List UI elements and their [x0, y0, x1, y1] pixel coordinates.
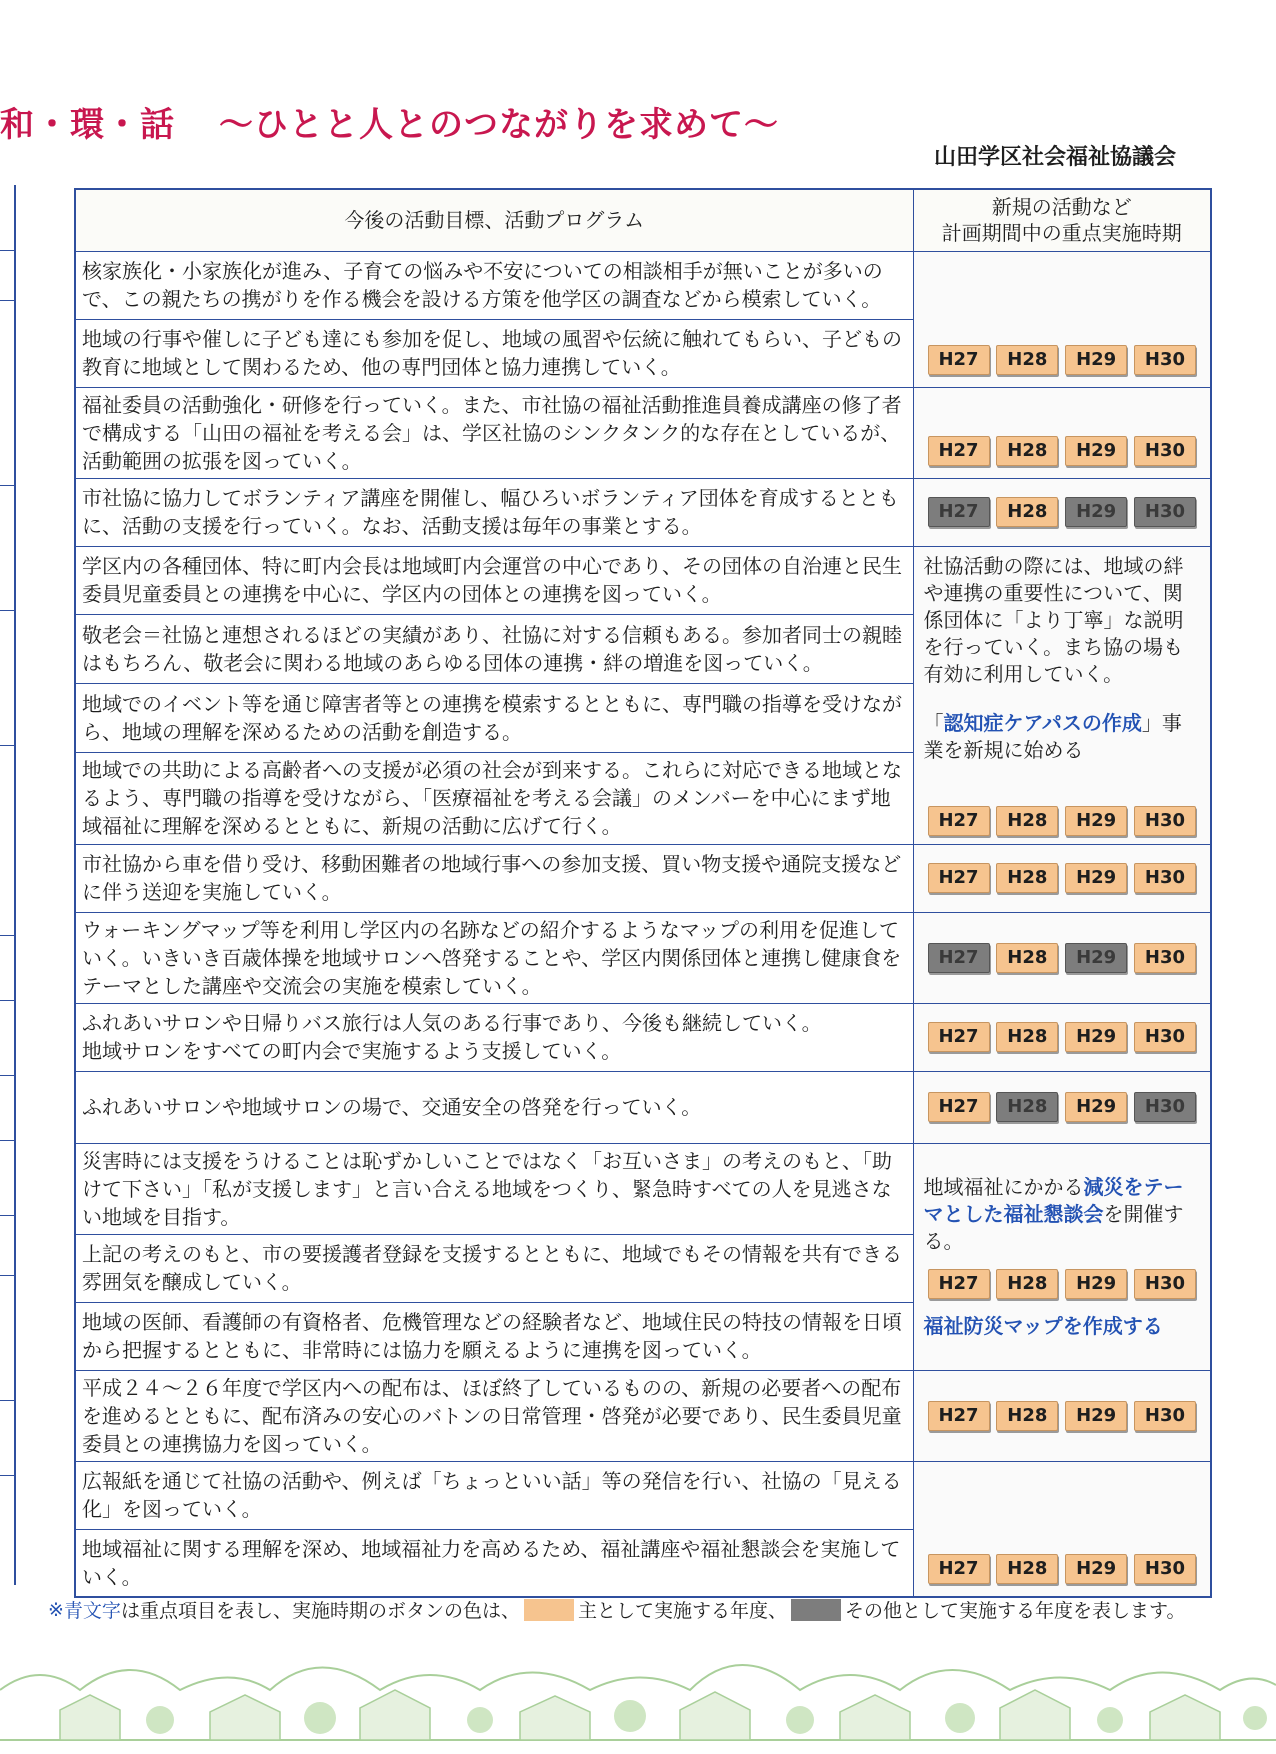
program-text: 敬老会＝社協と連想されるほどの実績があり、社協に対する信頼もある。参加者同士の親睦はもちろん、敬老会に関わる地域のあらゆる団体の連携・絆の増進を図っていく。	[75, 615, 913, 684]
left-page-edge	[0, 185, 16, 1585]
year-button-h28: H28	[996, 436, 1058, 466]
program-text: 核家族化・小家族化が進み、子育ての悩みや不安についての相談相手が無いことが多いので、この親たちの携がりを作る機会を設ける方策を他学区の調査などから模索していく。	[75, 251, 913, 319]
year-button-h29: H29	[1065, 1401, 1127, 1431]
table-row	[75, 387, 1211, 478]
schedule-buttons	[924, 1552, 1201, 1586]
program-text: 市社協に協力してボランティア講座を開催し、幅ひろいボランティア団体を育成するとともに、活動の支援を行っていく。なお、活動支援は毎年の事業とする。	[75, 478, 913, 546]
program-text: 平成２４〜２６年度で学区内への配布は、ほぼ終了しているものの、新規の必要者への配布を進めるとともに、配布済みの安心のバトンの日常管理・啓発が必要であり、民生委員児童委員との連携協力を図っていく。	[75, 1370, 913, 1461]
activity-plan-table	[74, 188, 1212, 1598]
year-button-h27: H27	[928, 1092, 990, 1122]
title-left: 和・環・話	[0, 105, 175, 145]
year-button-h28: H28	[996, 1269, 1058, 1299]
schedule-cell	[913, 1071, 1211, 1143]
schedule-cell	[913, 1461, 1211, 1597]
schedule-cell	[913, 387, 1211, 478]
schedule-buttons	[924, 1090, 1201, 1124]
year-button-h30: H30	[1134, 1401, 1196, 1431]
year-button-h28: H28	[996, 1092, 1058, 1122]
year-button-h30: H30	[1134, 863, 1196, 893]
schedule-buttons	[924, 1020, 1201, 1054]
schedule-cell	[913, 251, 1211, 387]
dementia-highlight: 認知症ケアパスの作成	[943, 710, 1142, 735]
year-button-h30: H30	[1134, 1092, 1196, 1122]
legend-middle: は重点項目を表し、実施時期のボタンの色は、	[120, 1600, 520, 1622]
year-button-h28: H28	[996, 943, 1058, 973]
schedule-cell	[913, 1003, 1211, 1071]
year-button-h30: H30	[1134, 345, 1196, 375]
year-button-h28: H28	[996, 1554, 1058, 1584]
program-text: 災害時には支援をうけることは恥ずかしいことではなく「お互いさま」の考えのもと、「助けて下さい」「私が支援します」と言い合える地域をつくり、緊急時すべての人を見逃さない地域を目指す。	[75, 1143, 913, 1234]
table-row	[75, 844, 1211, 912]
table-row	[75, 1461, 1211, 1529]
year-button-h30: H30	[1134, 1022, 1196, 1052]
program-text: 地域での共助による高齢者への支援が必須の社会が到来する。これらに対応できる地域となるよう、専門職の指導を受けながら、「医療福祉を考える会議」のメンバーを中心にまず地域福祉に理解を深めるとともに、新規の活動に広げて行く。	[75, 752, 913, 844]
col-header-schedule	[913, 189, 1211, 251]
schedule-buttons	[924, 804, 1201, 838]
year-button-h28: H28	[996, 497, 1058, 527]
table-row	[75, 1143, 1211, 1234]
disaster-note	[924, 1174, 1201, 1255]
table-row	[75, 1370, 1211, 1461]
disaster-after: を開催する。	[923, 1201, 1184, 1253]
table-row	[75, 478, 1211, 546]
quote-close: 」	[1141, 710, 1162, 735]
year-button-h27: H27	[928, 345, 990, 375]
cooperation-note: 社協活動の際には、地域の絆や連携の重要性について、関係団体に「より丁寧」な説明を行っていく。まち協の場も有効に利用していく。	[923, 553, 1184, 686]
year-button-h29: H29	[1065, 1554, 1127, 1584]
year-button-h29: H29	[1065, 806, 1127, 836]
table-row	[75, 546, 1211, 615]
legend-prefix: ※	[48, 1598, 64, 1621]
year-button-h29: H29	[1065, 1092, 1127, 1122]
year-button-h29: H29	[1065, 1269, 1127, 1299]
schedule-cell	[913, 1370, 1211, 1461]
disaster-before: 地域福祉にかかる	[923, 1174, 1084, 1199]
table-row	[75, 1071, 1211, 1143]
year-button-h27: H27	[928, 1022, 990, 1052]
program-text: ウォーキングマップ等を利用し学区内の名跡などの紹介するようなマップの利用を促進していく。いきいき百歳体操を地域サロンへ啓発することや、学区内関係団体と連携し健康食をテーマとした講座や交流会の実施を模索していく。	[75, 912, 913, 1003]
year-button-h27: H27	[928, 436, 990, 466]
legend-blue-text: 青文字	[63, 1600, 121, 1622]
schedule-buttons	[924, 941, 1201, 975]
legend-swatch-main	[524, 1599, 574, 1621]
year-button-h27: H27	[928, 1401, 990, 1431]
table-header-row	[75, 189, 1211, 251]
dementia-rest: 事業を新規に始める	[923, 710, 1182, 762]
program-text: ふれあいサロンや日帰りバス旅行は人気のある行事であり、今後も継続していく。 地域サロンをすべての町内会で実施するよう支援していく。	[75, 1003, 913, 1071]
year-button-h28: H28	[996, 806, 1058, 836]
year-button-h30: H30	[1134, 1269, 1196, 1299]
year-button-h27: H27	[928, 497, 990, 527]
year-button-h29: H29	[1065, 863, 1127, 893]
year-button-h27: H27	[928, 1269, 990, 1299]
schedule-cell	[913, 912, 1211, 1003]
schedule-buttons	[924, 1399, 1201, 1433]
year-button-h29: H29	[1065, 943, 1127, 973]
program-text: 福祉委員の活動強化・研修を行っていく。また、市社協の福祉活動推進員養成講座の修了者で構成する「山田の福祉を考える会」は、学区社協のシンクタンク的な存在としているが、活動範囲の拡張を図っていく。	[75, 387, 913, 478]
program-text: 広報紙を通じて社協の活動や、例えば「ちょっといい話」等の発信を行い、社協の「見える化」を図っていく。	[75, 1461, 913, 1529]
table-row	[75, 912, 1211, 1003]
table-row	[75, 1003, 1211, 1071]
table-row	[75, 251, 1211, 319]
schedule-buttons	[924, 495, 1201, 529]
program-text: 地域でのイベント等を通じ障害者等との連携を模索するとともに、専門職の指導を受けながら、地域の理解を深めるための活動を創造する。	[75, 683, 913, 752]
year-button-h29: H29	[1065, 1022, 1127, 1052]
page-title	[0, 100, 779, 150]
year-button-h28: H28	[996, 863, 1058, 893]
col-header-programs: 今後の活動目標、活動プログラム	[75, 189, 913, 251]
legend-other-label: その他として実施する年度を表します。	[844, 1600, 1186, 1622]
program-text: 地域の行事や催しに子ども達にも参加を促し、地域の風習や伝統に触れてもらい、子どもの教育に地域として関わるため、他の専門団体と協力連携していく。	[75, 319, 913, 387]
schedule-cell	[913, 478, 1211, 546]
disaster-highlight: 減災をテーマとした福祉懇談会	[923, 1174, 1184, 1226]
disaster-map-note: 福祉防災マップを作成する	[923, 1313, 1163, 1338]
program-text: 上記の考えのもと、市の要援護者登録を支援するとともに、地域でもその情報を共有できる雰囲気を醸成していく。	[75, 1234, 913, 1302]
program-text: 地域福祉に関する理解を深め、地域福祉力を高めるため、福祉講座や福祉懇談会を実施していく。	[75, 1529, 913, 1597]
col-header-schedule-line1: 新規の活動など	[991, 195, 1132, 220]
year-button-h30: H30	[1134, 943, 1196, 973]
legend-main-label: 主として実施する年度、	[577, 1600, 787, 1622]
schedule-buttons	[924, 1267, 1201, 1301]
program-text: 市社協から車を借り受け、移動困難者の地域行事への参加支援、買い物支援や通院支援などに伴う送迎を実施していく。	[75, 844, 913, 912]
year-button-h28: H28	[996, 345, 1058, 375]
legend-swatch-other	[791, 1599, 841, 1621]
schedule-buttons	[924, 861, 1201, 895]
disaster-note-cell	[913, 1143, 1211, 1370]
program-text: 地域の医師、看護師の有資格者、危機管理などの経験者など、地域住民の特技の情報を日頃から把握するとともに、非常時には協力を願えるように連携を図っていく。	[75, 1302, 913, 1370]
year-button-h27: H27	[928, 806, 990, 836]
year-button-h27: H27	[928, 943, 990, 973]
year-button-h29: H29	[1065, 436, 1127, 466]
program-text: 学区内の各種団体、特に町内会長は地域町内会運営の中心であり、その団体の自治連と民生委員児童委員との連携を中心に、学区内の団体との連携を図っていく。	[75, 546, 913, 615]
cooperation-note-cell	[913, 546, 1211, 844]
townscape-illustration	[0, 1640, 1276, 1754]
dementia-note	[924, 710, 1201, 764]
year-button-h30: H30	[1134, 436, 1196, 466]
year-button-h30: H30	[1134, 1554, 1196, 1584]
year-button-h30: H30	[1134, 497, 1196, 527]
col-header-schedule-line2: 計画期間中の重点実施時期	[941, 221, 1182, 246]
year-button-h29: H29	[1065, 497, 1127, 527]
year-button-h29: H29	[1065, 345, 1127, 375]
year-button-h28: H28	[996, 1022, 1058, 1052]
schedule-buttons	[924, 343, 1201, 377]
schedule-cell	[913, 844, 1211, 912]
year-button-h27: H27	[928, 863, 990, 893]
program-text: ふれあいサロンや地域サロンの場で、交通安全の啓発を行っていく。	[75, 1071, 913, 1143]
legend-note	[48, 1596, 1185, 1623]
schedule-buttons	[924, 434, 1201, 468]
organization-name: 山田学区社会福祉協議会	[933, 145, 1176, 170]
quote-open: 「	[923, 710, 944, 735]
year-button-h30: H30	[1134, 806, 1196, 836]
title-right: 〜ひとと人とのつながりを求めて〜	[219, 105, 779, 145]
year-button-h27: H27	[928, 1554, 990, 1584]
year-button-h28: H28	[996, 1401, 1058, 1431]
